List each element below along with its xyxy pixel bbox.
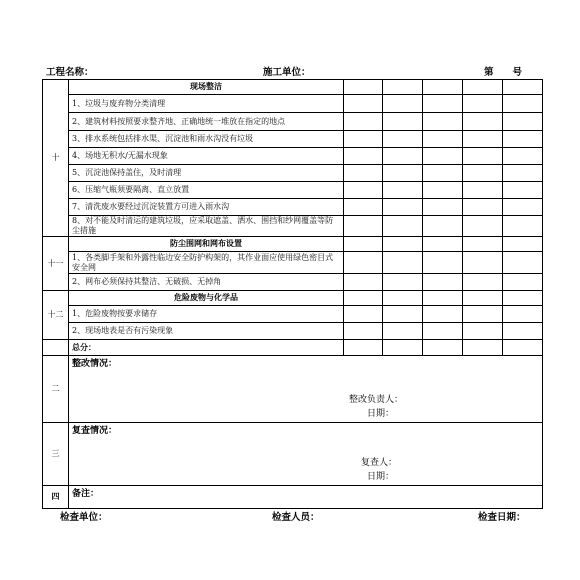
recheck-row (43, 423, 543, 486)
check-unit-label: 检查单位： (60, 512, 108, 523)
check-item: 6、压缩气瓶须要隔离、直立放置 (69, 182, 344, 199)
table-row (43, 252, 543, 274)
remarks-row (43, 486, 543, 509)
project-name-label: 工程名称： (46, 67, 94, 78)
table-row (43, 131, 543, 148)
rectify-number: 二 (43, 356, 69, 423)
check-item: 2、建筑材料按照要求整齐地、正确地统一堆放在指定的地点 (69, 113, 344, 131)
section-header-row (43, 80, 543, 95)
recheck-box (69, 423, 543, 486)
table-row (43, 165, 543, 182)
remarks-number: 四 (43, 486, 69, 509)
table-row (43, 216, 543, 237)
check-item: 1、危险废物按要求储存 (69, 306, 344, 323)
section-number: 十二 (43, 291, 69, 340)
check-item: 5、沉淀池保持盖住，及时清理 (69, 165, 344, 182)
check-date-label: 检查日期： (478, 512, 526, 523)
table-row (43, 323, 543, 340)
section-number: 十 (43, 80, 69, 237)
section-title: 防尘围网和网布设置 (69, 237, 344, 252)
table-row (43, 199, 543, 216)
check-item: 8、对不能及时清运的建筑垃圾，应采取遮盖、洒水、围挡和纱网覆盖等防尘措施 (69, 216, 344, 237)
inspector-label: 检查人员： (272, 512, 320, 523)
rectify-person-label: 整改负责人： (349, 395, 404, 405)
table-row (43, 182, 543, 199)
sequence-number-label: 第 号 (484, 67, 523, 78)
check-item: 3、排水系统包括排水渠、沉淀池和雨水沟没有垃圾 (69, 131, 344, 148)
table-row (43, 274, 543, 291)
section-title: 危险废物与化学品 (69, 291, 344, 306)
check-item: 2、网布必须保持其整洁、无破损、无掉角 (69, 274, 344, 291)
rectify-date-label: 日期： (367, 409, 395, 419)
recheck-person-label: 复查人： (361, 458, 398, 468)
recheck-date-label: 日期： (367, 472, 395, 482)
recheck-title: 复查情况： (72, 426, 118, 436)
table-row (43, 113, 543, 131)
total-label: 总分： (69, 340, 344, 356)
check-item: 1、垃圾与废弃物分类清理 (69, 95, 344, 113)
section-number: 十一 (43, 237, 69, 291)
check-item: 7、清洗废水要经过沉淀装置方可进入雨水沟 (69, 199, 344, 216)
table-row (43, 306, 543, 323)
remarks-title: 备注： (72, 489, 100, 499)
section-header-row (43, 237, 543, 252)
rectify-row (43, 356, 543, 423)
check-item: 2、现场地表是否有污染现象 (69, 323, 344, 340)
rectify-title: 整改情况： (72, 359, 118, 369)
total-row (43, 340, 543, 356)
remarks-box (69, 486, 543, 509)
inspection-form-table (42, 79, 543, 509)
check-item: 1、各类脚手架和外露性临边安全防护构架的，其作业面应使用绿色密目式安全网 (69, 252, 344, 274)
section-title: 现场整洁 (69, 80, 344, 95)
rectify-box (69, 356, 543, 423)
check-item: 4、场地无积水/无漏水现象 (69, 148, 344, 165)
table-row (43, 148, 543, 165)
table-row (43, 95, 543, 113)
section-header-row (43, 291, 543, 306)
construction-unit-label: 施工单位： (263, 67, 311, 78)
recheck-number: 三 (43, 423, 69, 486)
